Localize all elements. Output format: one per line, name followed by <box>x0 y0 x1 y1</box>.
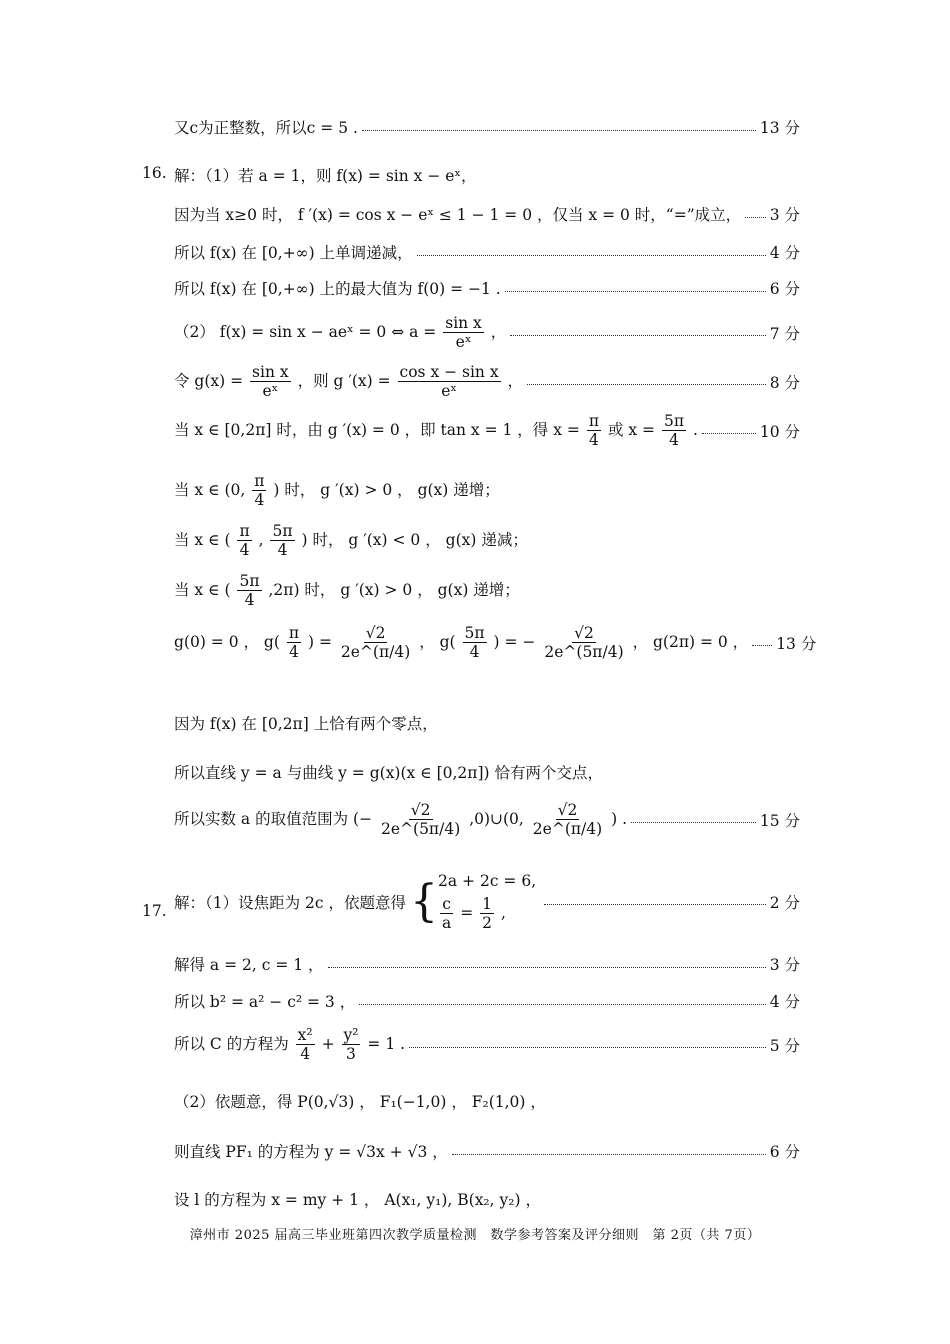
denominator: 4 <box>588 431 599 450</box>
math-text: （2） f(x) = sin x − aeˣ = 0 ⇔ a = <box>174 322 437 341</box>
leader-dots <box>417 255 766 256</box>
line-text: 因为当 x≥0 时， f ′(x) = cos x − eˣ ≤ 1 − 1 = 0 ，仅当 x = 0 时，“=”成立， <box>174 206 742 224</box>
math-text: 所以实数 a 的取值范围为 (− <box>174 809 373 828</box>
answer-line <box>174 802 800 838</box>
line-text <box>174 413 698 449</box>
line-text: 又c为正整数，所以c = 5 . <box>174 119 358 137</box>
fraction <box>440 896 453 932</box>
numerator: x² <box>297 1026 313 1044</box>
math-text: , <box>258 530 264 549</box>
numerator: sin x <box>252 363 289 381</box>
fraction <box>237 523 251 559</box>
fraction <box>662 413 686 449</box>
line-text: 所以 f(x) 在 [0,+∞) 上单调递减， <box>174 244 413 262</box>
answer-line <box>174 413 800 449</box>
line-text <box>174 364 523 400</box>
fraction <box>250 364 291 400</box>
fraction <box>443 315 484 351</box>
answer-line <box>174 1027 800 1063</box>
math-text: ,2π) 时， g ′(x) > 0 ， g(x) 递增； <box>268 580 520 599</box>
answer-line <box>174 761 800 783</box>
fraction <box>252 473 266 509</box>
numerator: 5π <box>663 412 685 430</box>
math-text: ， g(2π) = 0 ， <box>632 632 749 651</box>
numerator: √2 <box>365 624 386 642</box>
leader-dots <box>452 1154 766 1155</box>
denominator: 4 <box>300 1045 311 1064</box>
denominator: 4 <box>289 643 299 662</box>
denominator: 3 <box>346 1045 356 1064</box>
math-text: ) 时， g ′(x) < 0 ， g(x) 递减； <box>301 530 528 549</box>
answer-line <box>174 1140 800 1162</box>
equation-system <box>410 872 536 932</box>
page-footer: 漳州市 2025 届高三毕业班第四次教学质量检测 数学参考答案及评分细则 第 2页（共 7页） <box>189 1228 761 1243</box>
answer-line <box>174 1090 800 1112</box>
line-text <box>174 1027 405 1063</box>
leader-dots <box>745 217 766 218</box>
leader-dots <box>631 822 756 823</box>
answer-line <box>174 164 800 186</box>
denominator: 2e^(π/4) <box>340 643 411 662</box>
math-text: + <box>321 1034 335 1053</box>
question-number: 17. <box>142 902 167 920</box>
numerator: √2 <box>410 801 431 819</box>
denominator: 4 <box>254 491 265 510</box>
score-label: 3 分 <box>769 206 800 224</box>
equation-row: 2a + 2c = 6, <box>438 872 537 890</box>
fraction <box>237 573 261 609</box>
answer-line <box>174 1188 800 1210</box>
fraction <box>379 802 462 838</box>
fraction <box>398 364 501 400</box>
line-text <box>174 872 540 932</box>
line-text: 所以直线 y = a 与曲线 y = g(x)(x ∈ [0,2π]) 恰有两个交点， <box>174 764 603 782</box>
denominator: a <box>442 914 452 933</box>
line-text: 所以 b² = a² − c² = 3 ， <box>174 993 356 1011</box>
leader-dots <box>702 433 756 434</box>
score-label: 13 分 <box>776 634 817 653</box>
answer-line <box>174 473 800 509</box>
numerator: π <box>588 412 600 430</box>
denominator: 4 <box>244 591 255 610</box>
answer-line <box>174 277 800 299</box>
answer-line <box>174 203 800 225</box>
numerator: 5π <box>272 522 293 540</box>
math-text: 所以 C 的方程为 <box>174 1034 289 1053</box>
leader-dots <box>510 335 765 336</box>
math-text: 或 x = <box>607 420 656 439</box>
line-text: 所以 f(x) 在 [0,+∞) 上的最大值为 f(0) = −1 . <box>174 280 501 298</box>
math-text: 当 x ∈ ( <box>174 530 231 549</box>
score-label: 13 分 <box>759 119 800 137</box>
line-text <box>174 802 627 838</box>
math-text: 当 x ∈ [0,2π] 时，由 g ′(x) = 0 ，即 tan x = 1 ，得 x = <box>174 420 580 439</box>
line-text <box>174 523 528 559</box>
leader-dots <box>362 130 756 131</box>
equation-row <box>438 896 536 932</box>
math-text: 当 x ∈ ( <box>174 580 231 599</box>
fraction <box>339 625 412 661</box>
fraction <box>542 625 625 661</box>
numerator: cos x − sin x <box>399 363 499 381</box>
numerator: y² <box>343 1026 359 1044</box>
math-text: ， <box>490 322 507 341</box>
math-text: 令 g(x) = <box>174 371 244 390</box>
line-text: （2）依题意，得 P(0,√3) ， F₁(−1,0) ， F₂(1,0) ， <box>174 1093 546 1111</box>
answer-line <box>174 953 800 975</box>
math-text: ) = − <box>493 632 536 651</box>
math-text: ，则 g ′(x) = <box>297 371 391 390</box>
score-label: 5 分 <box>769 1036 800 1055</box>
math-text: . <box>692 420 698 439</box>
math-text: , <box>500 903 506 922</box>
fraction <box>480 896 494 932</box>
line-text: 设 l 的方程为 x = my + 1 ， A(x₁, y₁), B(x₂, y₂) ， <box>174 1191 541 1209</box>
score-label: 8 分 <box>769 373 800 392</box>
math-text: ， <box>507 371 524 390</box>
answer-line <box>174 990 800 1012</box>
denominator: 4 <box>469 643 480 662</box>
answer-line <box>174 624 817 662</box>
line-text: 则直线 PF₁ 的方程为 y = √3x + √3 ， <box>174 1143 448 1161</box>
score-label: 6 分 <box>769 1143 800 1161</box>
question-number: 16. <box>142 164 167 182</box>
score-label: 2 分 <box>769 893 800 912</box>
fraction <box>342 1027 361 1063</box>
numerator: π <box>254 472 265 490</box>
math-text: 解：（1）设焦距为 2c ，依题意得 <box>174 893 407 912</box>
line-text: 解得 a = 2, c = 1 ， <box>174 956 324 974</box>
line-text <box>174 573 520 609</box>
denominator: 4 <box>669 431 679 450</box>
fraction <box>587 413 601 449</box>
fraction <box>296 1027 315 1063</box>
leader-dots <box>359 1004 765 1005</box>
denominator: eˣ <box>262 382 279 401</box>
fraction <box>463 625 487 661</box>
denominator: 2e^(π/4) <box>532 820 603 839</box>
leader-dots <box>544 904 766 905</box>
answer-line <box>174 872 800 932</box>
answer-line <box>174 315 800 351</box>
numerator: π <box>288 624 300 642</box>
denominator: eˣ <box>441 382 457 401</box>
numerator: 5π <box>464 624 485 642</box>
leader-dots <box>752 645 772 646</box>
line-text <box>174 315 506 351</box>
answer-line <box>174 573 800 609</box>
math-text: 当 x ∈ (0, <box>174 480 246 499</box>
numerator: √2 <box>574 624 594 642</box>
answer-line <box>174 116 800 138</box>
line-text <box>174 473 500 509</box>
math-text: ) = <box>307 632 332 651</box>
numerator: √2 <box>557 801 578 819</box>
denominator: eˣ <box>455 333 472 352</box>
score-label: 7 分 <box>769 324 800 343</box>
fraction <box>531 802 604 838</box>
answer-line <box>174 241 800 263</box>
score-label: 15 分 <box>759 811 800 830</box>
math-text: g(0) = 0 ， g( <box>174 632 280 651</box>
numerator: π <box>239 522 250 540</box>
line-text: 因为 f(x) 在 [0,2π] 上恰有两个零点， <box>174 715 438 733</box>
leader-dots <box>527 384 766 385</box>
score-label: 6 分 <box>769 280 800 298</box>
numerator: sin x <box>445 314 482 332</box>
fraction <box>270 523 294 559</box>
denominator: 2e^(5π/4) <box>544 643 624 662</box>
numerator: c <box>442 895 451 913</box>
leader-dots <box>505 291 766 292</box>
math-text: ) . <box>611 809 628 828</box>
answer-line <box>174 523 800 559</box>
brace-symbol: { <box>410 875 439 927</box>
score-label: 4 分 <box>769 244 800 262</box>
math-text: = <box>460 903 474 922</box>
answer-line <box>174 364 800 400</box>
line-text <box>174 625 748 661</box>
numerator: 5π <box>239 572 260 590</box>
line-text: 解：（1）若 a = 1，则 f(x) = sin x − eˣ， <box>174 167 477 185</box>
math-text: ) 时， g ′(x) > 0 ， g(x) 递增； <box>273 480 500 499</box>
denominator: 2e^(5π/4) <box>381 820 461 839</box>
math-text: ， g( <box>419 632 456 651</box>
score-label: 4 分 <box>769 993 800 1011</box>
denominator: 4 <box>277 541 288 560</box>
math-text: ,0)∪(0, <box>469 809 524 828</box>
answer-line <box>174 712 800 734</box>
leader-dots <box>409 1047 766 1048</box>
leader-dots <box>328 967 766 968</box>
score-label: 10 分 <box>759 422 800 441</box>
denominator: 4 <box>239 541 250 560</box>
math-text: = 1 . <box>367 1034 406 1053</box>
denominator: 2 <box>482 914 493 933</box>
score-label: 3 分 <box>769 956 800 974</box>
numerator: 1 <box>482 895 493 913</box>
fraction <box>287 625 301 661</box>
